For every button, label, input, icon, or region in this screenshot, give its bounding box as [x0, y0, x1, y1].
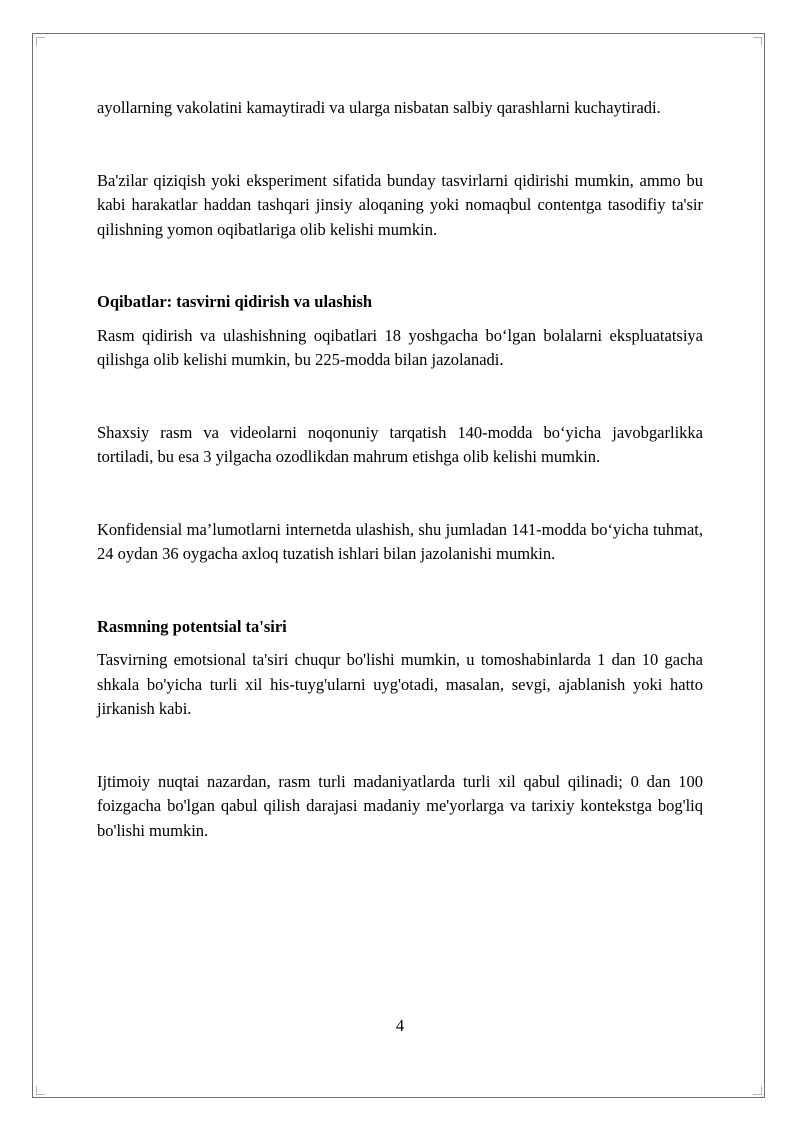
- paragraph-social-perception: Ijtimoiy nuqtai nazardan, rasm turli madaniyatlarda turli xil qabul qilinadi; 0 dan 100 foizgacha bo'lgan qabul qilish darajasi madaniy me'yorlarga va tarixiy kontekstga bog'liq bo'lishi mumkin.: [97, 771, 703, 840]
- paragraph-article-140: Shaxsiy rasm va videolarni noqonuniy tarqatish 140-modda bo‘yicha javobgarlikka tortiladi, bu esa 3 yilgacha ozodlikdan mahrum etishga olib kelishi mumkin.: [97, 422, 703, 466]
- section-heading-impact: Rasmning potentsial ta'siri: [97, 616, 287, 636]
- page-body: [97, 96, 703, 843]
- crop-mark-bottom-left: [36, 1086, 45, 1095]
- paragraph-emotional-impact: Tasvirning emotsional ta'siri chuqur bo'lishi mumkin, u tomoshabinlarda 1 dan 10 gacha shkala bo'yicha turli xil his-tuyg'ularni uyg'otadi, masalan, sevgi, ajablanish yoki hatto jirkanish kabi.: [97, 650, 703, 718]
- paragraph-continuation: ayollarning vakolatini kamaytiradi va ularga nisbatan salbiy qarashlarni kuchaytiradi.: [97, 98, 661, 117]
- section-heading-consequences: Oqibatlar: tasvirni qidirish va ulashish: [97, 292, 373, 311]
- paragraph-article-141: Konfidensial ma’lumotlarni internetda ulashish, shu jumladan 141-modda bo‘yicha tuhmat, 24 oydan 36 oygacha axloq tuzatish ishlari bilan jazolanishi mumkin.: [97, 519, 703, 563]
- crop-mark-bottom-right: [753, 1086, 762, 1095]
- paragraph-curiosity: Ba'zilar qiziqish yoki eksperiment sifatida bunday tasvirlarni qidirishi mumkin, ammo bu kabi harakatlar haddan tashqari jinsiy aloqaning yoki nomaqbul contentga tasodifiy ta'sir qilishning yomon oqibatlariga olib kelishi mumkin.: [97, 170, 703, 239]
- page-number: 4: [395, 1016, 405, 1035]
- crop-mark-top-right: [753, 37, 762, 46]
- paragraph-article-225: Rasm qidirish va ulashishning oqibatlari 18 yoshgacha bo‘lgan bolalarni ekspluatatsiya qilishga olib kelishi mumkin, bu 225-modda bilan jazolanadi.: [97, 325, 703, 369]
- crop-mark-top-left: [36, 37, 45, 46]
